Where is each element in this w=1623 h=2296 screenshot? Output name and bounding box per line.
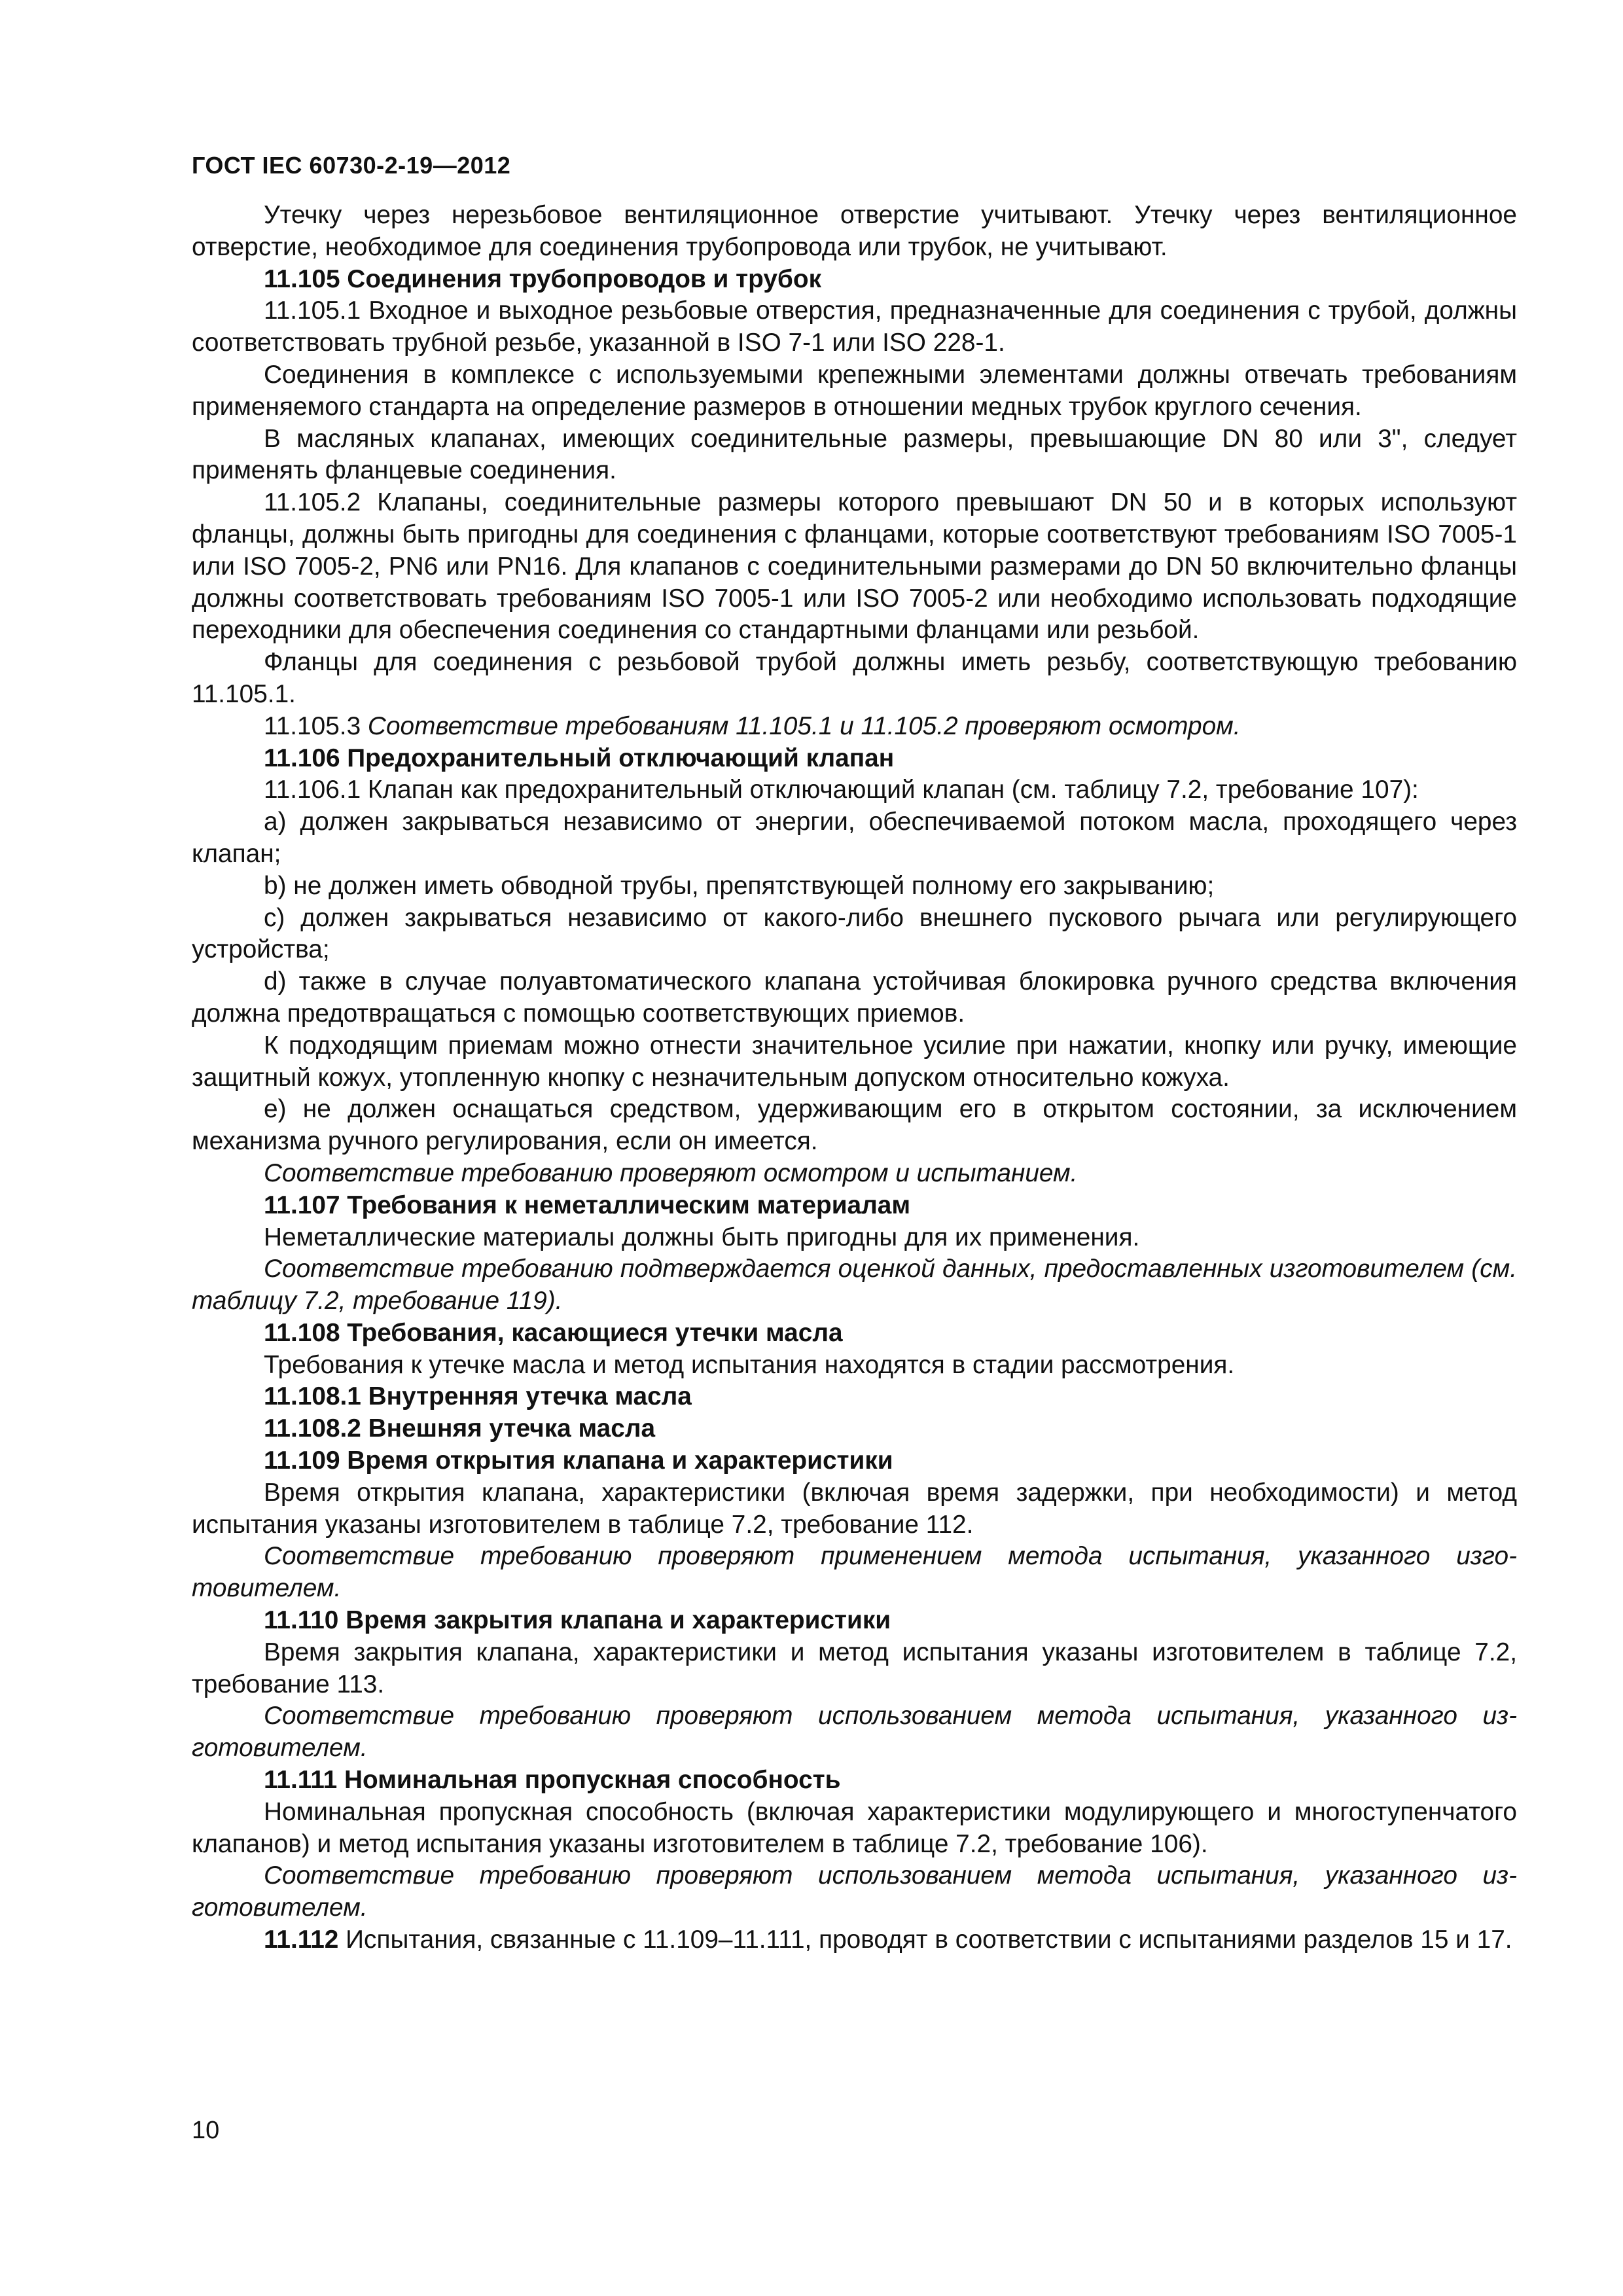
paragraph-opening-time: Время открытия клапана, характеристики (включая время задержки, при необходимости) и метод испытания указаны изготовителем в таблице 7.2, требование 112. xyxy=(192,1478,1517,1539)
section-heading-11-110: 11.110 Время закрытия клапана и характеристики xyxy=(264,1606,891,1635)
section-heading-11-111: 11.111 Номинальная пропускная способность xyxy=(264,1766,841,1795)
document-body xyxy=(192,200,1517,1956)
paragraph-thread-flanges: Фланцы для соединения с резьбовой трубой должны иметь резьбу, соответствующую требованию 11.105.1. xyxy=(192,648,1517,708)
paragraph-nominal-capacity: Номинальная пропускная способность (включая характеристики модулирующего и многоступенчатого клапанов) и метод испытания указаны изготовителем в таблице 7.2, требование 106). xyxy=(192,1797,1517,1858)
paragraph-11-112 xyxy=(192,1924,1517,1956)
paragraph-11-112-text: Испытания, связанные с 11.109–11.111, проводят в соответствии с испытаниями разделов 15 и 17. xyxy=(346,1926,1512,1954)
section-heading-11-105: 11.105 Соединения трубопроводов и трубок xyxy=(264,264,821,293)
paragraph-connections-fasteners: Соединения в комплексе с используемыми крепежными элементами должны отвечать требованиям применяемого стандарта на определение размеров в отношении медных трубок круглого сечения. xyxy=(192,360,1517,421)
list-item-c: c) должен закрываться независимо от какого-либо внешнего пускового рычага или регулирующего устройства; xyxy=(192,903,1517,964)
section-heading-11-109: 11.109 Время открытия клапана и характеристики xyxy=(264,1446,893,1475)
paragraph-11-106-1: 11.106.1 Клапан как предохранительный отключающий клапан (см. таблицу 7.2, требование 107): xyxy=(264,776,1419,804)
compliance-note-11-111: Соответствие требованию проверяют использованием метода испытания, указанного изготовителем. xyxy=(192,1861,1517,1922)
compliance-note-11-106: Соответствие требованию проверяют осмотром и испытанием. xyxy=(264,1158,1078,1187)
compliance-note-11-109: Соответствие требованию проверяют применением метода испытания, указанного изготовителем. xyxy=(192,1542,1517,1603)
compliance-note-11-110: Соответствие требованию проверяют использованием метода испытания, указанного изготовителем. xyxy=(192,1702,1517,1763)
clause-number-11-112: 11.112 xyxy=(264,1926,339,1954)
page-number: 10 xyxy=(192,2117,220,2144)
list-item-d: d) также в случае полуавтоматического клапана устойчивая блокировка ручного средства включения должна предотвращаться с помощью соответствующих приемов. xyxy=(192,967,1517,1028)
list-item-a: a) должен закрываться независимо от энергии, обеспечиваемой потоком масла, проходящего через клапан; xyxy=(192,808,1517,868)
paragraph-11-105-1: 11.105.1 Входное и выходное резьбовые отверстия, предназначенные для соединения с трубой, должны соответствовать трубной резьбе, указанной в ISO 7-1 или ISO 228-1. xyxy=(192,296,1517,357)
list-item-e: e) не должен оснащаться средством, удерживающим его в открытом состоянии, за исключением механизма ручного регулирования, если он имеется. xyxy=(192,1095,1517,1156)
section-heading-11-106: 11.106 Предохранительный отключающий клапан xyxy=(264,744,895,772)
section-heading-11-107: 11.107 Требования к неметаллическим материалам xyxy=(264,1191,911,1219)
compliance-note-11-107: Соответствие требованию подтверждается оценкой данных, предоставленных изготовителем (см. таблицу 7.2, требование 119). xyxy=(192,1255,1517,1316)
section-heading-11-108-2: 11.108.2 Внешняя утечка масла xyxy=(264,1414,656,1443)
compliance-text-11-105-3: Соответствие требованиям 11.105.1 и 11.105.2 проверяют осмотром. xyxy=(367,711,1241,740)
standard-designation: ГОСТ IEC 60730-2-19—2012 xyxy=(192,152,511,179)
section-heading-11-108: 11.108 Требования, касающиеся утечки масла xyxy=(264,1318,843,1347)
paragraph-nonmetallic: Неметаллические материалы должны быть пригодны для их применения. xyxy=(264,1223,1140,1251)
clause-number-11-105-3: 11.105.3 xyxy=(264,711,361,740)
paragraph-flange-connections: В масляных клапанах, имеющих соединительные размеры, превышающие DN 80 или 3", следует применять фланцевые соединения. xyxy=(192,424,1517,485)
paragraph-suitable-methods: К подходящим приемам можно отнести значительное усилие при нажатии, кнопку или ручку, имеющие защитный кожух, утопленную кнопку с незначительным допуском относительно кожуха. xyxy=(192,1031,1517,1092)
section-heading-11-108-1: 11.108.1 Внутренняя утечка масла xyxy=(264,1382,692,1411)
list-item-b: b) не должен иметь обводной трубы, препятствующей полному его закрыванию; xyxy=(264,871,1215,900)
paragraph-vent-leakage: Утечку через нерезьбовое вентиляционное отверстие учитывают. Утечку через вентиляционное отверстие, необходимое для соединения трубопровода или трубок, не учитывают. xyxy=(192,201,1517,261)
paragraph-closing-time: Время закрытия клапана, характеристики и метод испытания указаны изготовителем в таблице 7.2, требование 113. xyxy=(192,1638,1517,1698)
paragraph-11-105-3 xyxy=(192,711,1517,743)
paragraph-11-105-2: 11.105.2 Клапаны, соединительные размеры которого превышают DN 50 и в которых используют фланцы, должны быть пригодны для соединения с фланцами, которые соответствуют требованиям ISO 7005-1 или ISO 7005-2, PN6 или PN16. Для клапанов с соединительными размерами до DN 50 включительно фланцы должны соответствовать требованиям ISO 7005-1 или ISO 7005-2 или необходимо использовать подходящие переходники для обеспечения соединения со стандартными фланцами или резьбой. xyxy=(192,488,1517,645)
paragraph-oil-leakage: Требования к утечке масла и метод испытания находятся в стадии рассмотрения. xyxy=(264,1350,1235,1379)
